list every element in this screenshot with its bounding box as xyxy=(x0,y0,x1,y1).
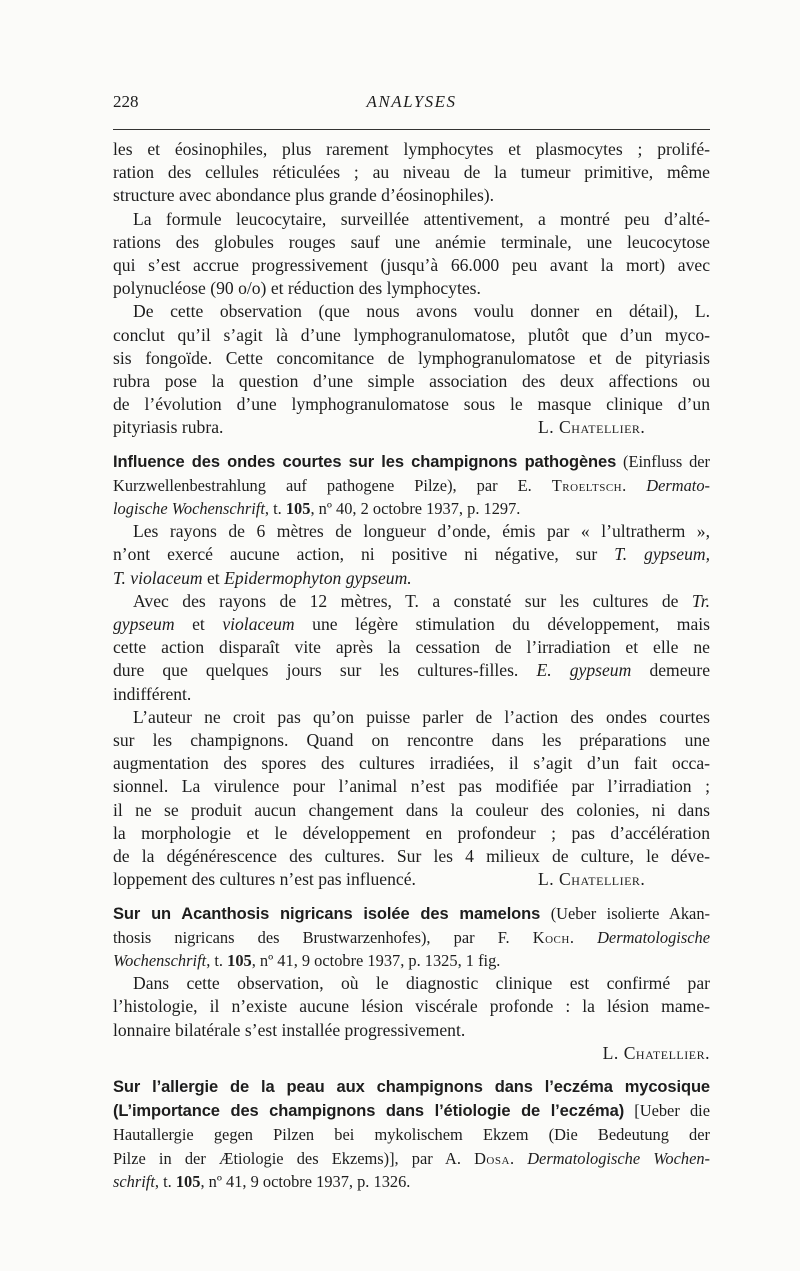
paragraph xyxy=(113,706,710,892)
text-line xyxy=(113,1099,710,1123)
text-line xyxy=(113,231,710,254)
text-line xyxy=(113,300,710,323)
text-line xyxy=(113,949,710,972)
text-run: violaceum xyxy=(222,614,295,635)
text-line xyxy=(113,138,710,161)
text-line xyxy=(113,277,710,300)
text-run: sionnel. La virulence pour l’animal n’est pas modifiée par l’irradiation ; xyxy=(113,776,710,797)
text-line xyxy=(113,868,710,891)
text-line xyxy=(113,254,710,277)
text-run: Troeltsch xyxy=(551,475,623,495)
text-run: les et éosinophiles, plus rarement lymphocytes et plasmocytes ; prolifé- xyxy=(113,139,710,159)
text-line xyxy=(113,161,710,184)
page-header xyxy=(113,92,710,118)
text-run: l’histologie, il n’existe aucune lésion viscérale profonde : la lésion mame- xyxy=(113,996,710,1017)
section-gap xyxy=(113,1065,710,1075)
text-run: . xyxy=(509,1148,528,1168)
text-run: Dermatologische xyxy=(597,927,710,947)
text-line xyxy=(113,613,710,636)
text-run: Dermatologische Wochen- xyxy=(527,1148,710,1168)
text-line xyxy=(113,683,710,706)
text-run: Epidermophyton gypseum. xyxy=(224,567,412,588)
paragraph xyxy=(113,208,710,301)
text-line xyxy=(113,474,710,497)
entry-heading xyxy=(113,902,710,973)
text-line xyxy=(113,1019,710,1042)
text-run: Les rayons de 6 mètres de longueur d’onde, émis par « l’ultratherm », xyxy=(133,521,710,542)
text-line xyxy=(113,184,710,207)
text-run: demeure xyxy=(631,660,710,681)
text-line xyxy=(113,926,710,949)
text-run: Influence des ondes courtes sur les champignons pathogènes xyxy=(113,452,617,471)
text-run: (Ueber isolierte Akan- xyxy=(540,903,710,923)
text-line xyxy=(113,752,710,775)
text-run: , t. xyxy=(154,1171,176,1191)
text-line xyxy=(113,799,710,822)
text-line xyxy=(113,393,710,416)
text-run: dure que quelques jours sur les cultures-filles. xyxy=(113,660,537,681)
text-run: [Ueber die xyxy=(624,1101,710,1121)
text-run: rations des globules rouges sauf une anémie terminale, une leucocytose xyxy=(113,231,710,252)
text-run: de l’évolution d’une lymphogranulomatose sous le masque clinique d’un xyxy=(113,394,710,415)
text-run: indifférent. xyxy=(113,683,192,704)
text-run: T. violaceum xyxy=(113,567,203,588)
text-run: conclut qu’il s’agit là d’une lymphogranulomatose, plutôt que d’un myco- xyxy=(113,324,710,345)
text-line xyxy=(113,636,710,659)
entry-heading xyxy=(113,1075,710,1193)
text-run: (L’importance des champignons dans l’étiologie de l’eczéma) xyxy=(113,1102,625,1121)
text-line xyxy=(113,450,710,474)
text-run: Wochenschrift xyxy=(113,950,207,970)
text-run: Kurzwellenbestrahlung auf pathogene Pilze), par E. xyxy=(113,475,552,495)
text-line xyxy=(113,775,710,798)
text-run: . xyxy=(622,475,647,495)
text-run: Dosa xyxy=(474,1148,510,1168)
text-run: Hautallergie gegen Pilzen bei mykolischem Ekzem (Die Bedeutung der xyxy=(113,1125,710,1145)
signature xyxy=(113,1042,710,1065)
text-run: 105 xyxy=(227,950,252,970)
text-run: (Einfluss der xyxy=(616,451,710,471)
text-line xyxy=(113,543,710,566)
text-run: thosis nigricans des Brustwarzenhofes), par F. xyxy=(113,927,533,947)
text-run: lonnaire bilatérale s’est installée progressivement. xyxy=(113,1019,466,1040)
text-run: loppement des cultures n’est pas influencé. xyxy=(113,869,416,890)
text-run: . xyxy=(569,927,598,947)
text-run: la morphologie et le développement en profondeur ; pas d’accélération xyxy=(113,822,710,843)
text-run: gypseum xyxy=(113,614,175,635)
text-line xyxy=(113,1147,710,1170)
text-line xyxy=(113,416,710,439)
text-line xyxy=(113,729,710,752)
text-run: Tr. xyxy=(691,590,710,611)
text-run: Sur un Acanthosis nigricans isolée des mamelons xyxy=(113,904,541,923)
text-run: La formule leucocytaire, surveillée attentivement, a montré peu d’alté- xyxy=(133,208,710,229)
text-run: augmentation des spores des cultures irradiées, il s’agit d’un fait occa- xyxy=(113,753,710,774)
text-run: logische Wochenschrift xyxy=(113,499,265,519)
paragraph xyxy=(113,520,710,590)
text-line xyxy=(113,590,710,613)
text-run: 105 xyxy=(175,1171,201,1191)
entry-heading xyxy=(113,450,710,521)
text-run: Pilze in der Ætiologie des Ekzems)], par A. xyxy=(113,1148,475,1168)
text-run: T. gypseum, xyxy=(614,544,710,565)
text-run: n’ont exercé aucune action, ni positive ni négative, sur xyxy=(113,544,615,565)
text-line xyxy=(113,995,710,1018)
text-run: De cette observation (que nous avons voulu donner en détail), L. xyxy=(133,301,710,322)
text-run: qui s’est accrue progressivement (jusqu’à 66.000 peu avant la mort) avec xyxy=(113,255,710,276)
text-run: E. gypseum xyxy=(536,660,632,681)
text-line xyxy=(113,208,710,231)
text-run: Avec des rayons de 12 mètres, T. a constaté sur les cultures de xyxy=(133,590,692,611)
text-run: pityriasis rubra. xyxy=(113,417,224,438)
paragraph xyxy=(113,972,710,1042)
section-gap xyxy=(113,892,710,902)
text-run: sis fongoïde. Cette concomitance de lymphogranulomatose et de pityriasis xyxy=(113,347,710,368)
text-run: , t. xyxy=(206,950,228,970)
text-line xyxy=(113,659,710,682)
text-line xyxy=(113,1170,710,1193)
text-run: rubra pose la question d’une simple association des deux affections ou xyxy=(113,371,710,392)
paragraph xyxy=(113,300,710,439)
text-run: schrift xyxy=(113,1171,155,1191)
text-line xyxy=(113,972,710,995)
text-run: de la dégénérescence des cultures. Sur les 4 milieux de culture, le déve- xyxy=(113,846,710,867)
text-run: ration des cellules réticulées ; au niveau de la tumeur primitive, même xyxy=(113,162,710,183)
text-run: , nº 41, 9 octobre 1937, p. 1325, 1 fig. xyxy=(251,950,501,970)
author-signature: L. Chatellier. xyxy=(538,869,646,890)
text-run: et xyxy=(202,567,225,588)
text-line xyxy=(113,347,710,370)
section-gap xyxy=(113,440,710,450)
text-run: et xyxy=(174,614,223,635)
text-line xyxy=(113,822,710,845)
text-run: 105 xyxy=(285,499,311,519)
text-line xyxy=(113,324,710,347)
text-run: , t. xyxy=(264,499,286,519)
text-run: Dans cette observation, où le diagnostic clinique est confirmé par xyxy=(133,973,710,994)
text-line xyxy=(113,567,710,590)
text-line xyxy=(113,1075,710,1099)
text-run: L’auteur ne croit pas qu’on puisse parler de l’action des ondes courtes xyxy=(133,706,710,727)
text-line xyxy=(113,370,710,393)
text-run: Koch xyxy=(532,927,570,947)
paragraph xyxy=(113,590,710,706)
text-run: , nº 40, 2 octobre 1937, p. 1297. xyxy=(310,499,521,519)
author-signature: L. Chatellier. xyxy=(602,1042,710,1063)
text-line xyxy=(113,845,710,868)
text-line xyxy=(113,902,710,926)
paragraph xyxy=(113,138,710,208)
text-run: sur les champignons. Quand on rencontre dans les préparations une xyxy=(113,730,710,751)
text-line xyxy=(113,497,710,520)
text-run: Dermato- xyxy=(646,475,710,495)
text-line xyxy=(113,1123,710,1146)
text-run: , nº 41, 9 octobre 1937, p. 1326. xyxy=(200,1171,411,1191)
text-run: il ne se produit aucun changement dans la couleur des colonies, ni dans xyxy=(113,799,710,820)
text-line xyxy=(113,706,710,729)
running-head: ANALYSES xyxy=(366,92,457,111)
text-line xyxy=(113,1042,710,1065)
author-signature: L. Chatellier. xyxy=(538,417,646,438)
header-rule xyxy=(113,129,710,130)
page-number: 228 xyxy=(113,92,139,111)
text-run: cette action disparaît vite après la cessation de l’irradiation et elle ne xyxy=(113,637,710,658)
text-run: une légère stimulation du développement, mais xyxy=(294,614,710,635)
text-run: polynucléose (90 o/o) et réduction des lymphocytes. xyxy=(113,278,481,299)
text-line xyxy=(113,520,710,543)
text-run: structure avec abondance plus grande d’éosinophiles). xyxy=(113,185,495,206)
text-run: Sur l’allergie de la peau aux champignons dans l’eczéma mycosique xyxy=(113,1077,710,1096)
article-body xyxy=(113,138,710,1193)
